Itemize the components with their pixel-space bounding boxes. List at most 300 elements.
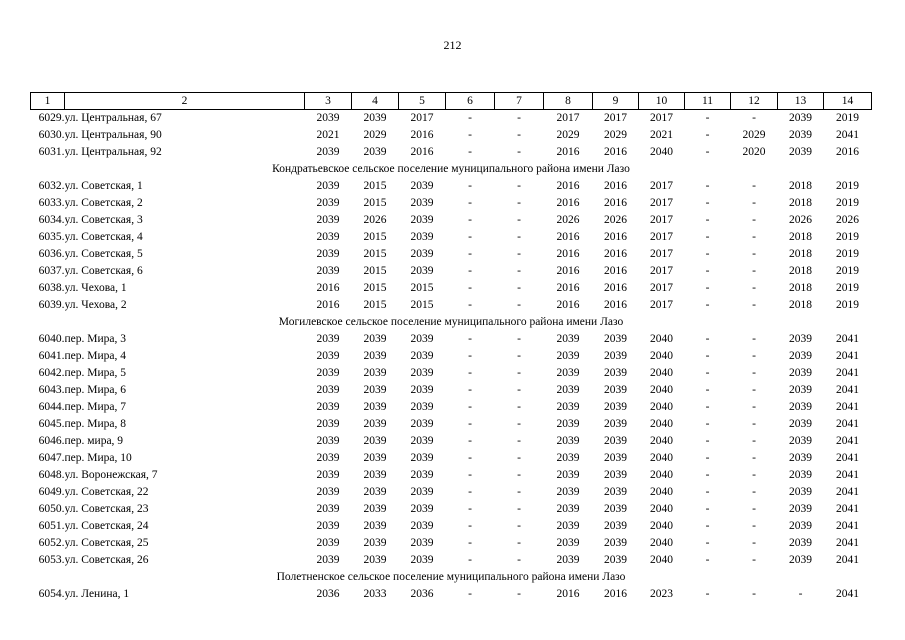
address-cell: ул. Советская, 23 (64, 503, 149, 515)
value-cell: - (705, 435, 710, 447)
table-row (31, 280, 872, 297)
value-cell: 2019 (836, 197, 859, 209)
address-cell: пер. Мира, 6 (64, 384, 126, 396)
value-cell: 2039 (410, 180, 434, 192)
value-cell: 2019 (836, 112, 859, 124)
value-cell: 2021 (650, 129, 673, 141)
value-cell: 2039 (316, 248, 340, 260)
value-cell: - (517, 435, 521, 447)
value-cell: 2039 (363, 333, 387, 345)
value-cell: - (517, 588, 521, 600)
value-cell: 2039 (789, 520, 812, 532)
value-cell: 2041 (836, 367, 859, 379)
value-cell: - (468, 231, 472, 243)
table-row (31, 501, 872, 518)
value-cell: 2039 (556, 435, 580, 447)
value-cell: - (468, 146, 472, 158)
value-cell: - (468, 333, 472, 345)
value-cell: 2039 (363, 520, 387, 532)
value-cell: - (752, 588, 756, 600)
column-header: 11 (685, 93, 731, 110)
value-cell: - (752, 435, 756, 447)
value-cell: 2039 (316, 486, 340, 498)
value-cell: - (705, 129, 710, 141)
value-cell: 2019 (836, 282, 859, 294)
value-cell: - (705, 180, 710, 192)
value-cell: 2016 (836, 146, 859, 158)
value-cell: - (705, 554, 710, 566)
value-cell: 2039 (604, 452, 627, 464)
value-cell: 2039 (410, 265, 434, 277)
address-cell: пер. Мира, 8 (64, 418, 126, 430)
address-cell: ул. Советская, 3 (64, 214, 143, 226)
value-cell: - (468, 214, 472, 226)
value-cell: 2039 (410, 401, 434, 413)
value-cell: - (705, 333, 710, 345)
value-cell: 2016 (556, 197, 580, 209)
value-cell: 2017 (650, 231, 673, 243)
value-cell: 2040 (650, 333, 673, 345)
column-header: 2 (65, 93, 305, 110)
value-cell: - (468, 248, 472, 260)
value-cell: 2041 (836, 350, 859, 362)
value-cell: 2039 (604, 401, 627, 413)
value-cell: 2033 (363, 588, 387, 600)
value-cell: - (705, 112, 710, 124)
section-title: Могилевское сельское поселение муниципального района имени Лазо (278, 316, 624, 328)
value-cell: 2039 (556, 486, 580, 498)
value-cell: 2041 (836, 435, 859, 447)
address-cell: ул. Советская, 22 (64, 486, 149, 498)
value-cell: 2039 (363, 112, 387, 124)
table-row (31, 348, 872, 365)
table-row (31, 297, 872, 314)
value-cell: 2039 (604, 520, 627, 532)
value-cell: 2017 (604, 112, 627, 124)
value-cell: - (468, 452, 472, 464)
value-cell: 2023 (650, 588, 673, 600)
value-cell: 2018 (789, 265, 812, 277)
value-cell: - (705, 452, 710, 464)
value-cell: 2019 (836, 265, 859, 277)
table-row (31, 518, 872, 535)
value-cell: 2016 (316, 282, 340, 294)
value-cell: 2039 (316, 146, 340, 158)
value-cell: 2019 (836, 180, 859, 192)
address-cell: пер. Мира, 7 (64, 401, 126, 413)
value-cell: 2016 (604, 282, 627, 294)
row-number: 6039. (38, 299, 65, 311)
value-cell: - (752, 401, 756, 413)
value-cell: 2041 (836, 520, 859, 532)
value-cell: 2039 (789, 384, 812, 396)
value-cell: 2039 (410, 231, 434, 243)
table-row (31, 467, 872, 484)
value-cell: 2041 (836, 333, 859, 345)
table-row (31, 365, 872, 382)
value-cell: - (752, 214, 756, 226)
value-cell: 2016 (604, 299, 627, 311)
row-number: 6046. (38, 435, 65, 447)
row-number: 6048. (38, 469, 65, 481)
value-cell: - (517, 520, 521, 532)
value-cell: 2039 (316, 384, 340, 396)
value-cell: - (517, 197, 521, 209)
value-cell: 2039 (410, 350, 434, 362)
value-cell: 2015 (363, 231, 387, 243)
row-number: 6043. (38, 384, 65, 396)
row-number: 6034. (38, 214, 65, 226)
value-cell: 2029 (556, 129, 580, 141)
value-cell: 2018 (789, 299, 812, 311)
table-row (31, 263, 872, 280)
value-cell: 2039 (363, 435, 387, 447)
value-cell: 2017 (650, 282, 673, 294)
value-cell: 2039 (789, 350, 812, 362)
value-cell: - (752, 265, 756, 277)
value-cell: 2039 (556, 469, 580, 481)
value-cell: 2041 (836, 401, 859, 413)
value-cell: 2039 (316, 333, 340, 345)
address-cell: ул. Центральная, 92 (64, 146, 162, 158)
value-cell: - (705, 367, 710, 379)
row-number: 6051. (38, 520, 65, 532)
column-header: 3 (305, 93, 352, 110)
value-cell: 2039 (556, 367, 580, 379)
value-cell: - (752, 537, 756, 549)
row-number: 6030. (38, 129, 65, 141)
table-row (31, 416, 872, 433)
row-number: 6029. (38, 112, 65, 124)
value-cell: - (468, 129, 472, 141)
value-cell: 2039 (316, 452, 340, 464)
value-cell: 2036 (410, 588, 434, 600)
value-cell: 2039 (316, 231, 340, 243)
section-title: Полетненское сельское поселение муниципального района имени Лазо (276, 571, 626, 583)
value-cell: 2039 (604, 384, 627, 396)
value-cell: - (517, 112, 521, 124)
address-cell: пер. Мира, 4 (64, 350, 126, 362)
value-cell: - (517, 350, 521, 362)
value-cell: 2039 (410, 435, 434, 447)
value-cell: 2015 (410, 299, 434, 311)
value-cell: 2016 (316, 299, 340, 311)
value-cell: - (517, 180, 521, 192)
value-cell: - (705, 418, 710, 430)
table-row (31, 484, 872, 501)
table-row (31, 552, 872, 569)
value-cell: 2026 (789, 214, 812, 226)
value-cell: 2039 (604, 350, 627, 362)
value-cell: 2039 (410, 520, 434, 532)
value-cell: - (468, 537, 472, 549)
value-cell: - (752, 418, 756, 430)
value-cell: 2018 (789, 197, 812, 209)
value-cell: - (517, 333, 521, 345)
value-cell: - (705, 588, 710, 600)
row-number: 6045. (38, 418, 65, 430)
value-cell: 2016 (556, 180, 580, 192)
value-cell: - (517, 384, 521, 396)
value-cell: - (468, 299, 472, 311)
value-cell: 2015 (363, 197, 387, 209)
value-cell: 2039 (410, 384, 434, 396)
address-cell: ул. Чехова, 1 (64, 282, 127, 294)
value-cell: - (468, 112, 472, 124)
value-cell: 2039 (363, 469, 387, 481)
value-cell: - (468, 350, 472, 362)
value-cell: 2039 (316, 350, 340, 362)
table-row (31, 331, 872, 348)
address-cell: ул. Советская, 26 (64, 554, 149, 566)
value-cell: - (705, 282, 710, 294)
value-cell: - (752, 486, 756, 498)
value-cell: 2039 (363, 418, 387, 430)
value-cell: 2029 (742, 129, 766, 141)
value-cell: - (468, 435, 472, 447)
value-cell: - (517, 248, 521, 260)
value-cell: 2015 (363, 299, 387, 311)
value-cell: 2039 (363, 146, 387, 158)
value-cell: - (468, 588, 472, 600)
value-cell: 2039 (789, 401, 812, 413)
value-cell: - (752, 112, 756, 124)
value-cell: - (705, 486, 710, 498)
value-cell: 2039 (556, 554, 580, 566)
value-cell: 2041 (836, 537, 859, 549)
value-cell: 2041 (836, 418, 859, 430)
value-cell: 2039 (363, 537, 387, 549)
value-cell: 2040 (650, 146, 673, 158)
address-cell: пер. Мира, 5 (64, 367, 126, 379)
value-cell: 2017 (650, 214, 673, 226)
row-number: 6036. (38, 248, 65, 260)
value-cell: 2039 (363, 350, 387, 362)
value-cell: 2039 (410, 214, 434, 226)
value-cell: 2016 (556, 299, 580, 311)
address-cell: ул. Воронежская, 7 (64, 469, 158, 481)
value-cell: 2039 (363, 401, 387, 413)
value-cell: - (752, 299, 756, 311)
address-cell: ул. Советская, 25 (64, 537, 149, 549)
value-cell: 2016 (410, 129, 434, 141)
value-cell: 2039 (363, 452, 387, 464)
value-cell: - (752, 333, 756, 345)
value-cell: 2039 (556, 350, 580, 362)
value-cell: 2017 (650, 197, 673, 209)
table-row (31, 178, 872, 195)
value-cell: 2039 (316, 554, 340, 566)
value-cell: 2021 (316, 129, 340, 141)
row-number: 6050. (38, 503, 65, 515)
value-cell: 2039 (556, 401, 580, 413)
row-number: 6054. (38, 588, 65, 600)
value-cell: - (517, 537, 521, 549)
value-cell: 2016 (556, 231, 580, 243)
table-row (31, 586, 872, 603)
value-cell: 2040 (650, 503, 673, 515)
value-cell: - (517, 231, 521, 243)
value-cell: 2039 (789, 452, 812, 464)
column-header: 10 (639, 93, 685, 110)
value-cell: 2039 (316, 469, 340, 481)
row-number: 6033. (38, 197, 65, 209)
row-number: 6053. (38, 554, 65, 566)
column-header: 1 (31, 93, 65, 110)
address-cell: ул. Центральная, 67 (64, 112, 162, 124)
value-cell: 2039 (363, 367, 387, 379)
value-cell: - (752, 520, 756, 532)
value-cell: 2039 (604, 503, 627, 515)
value-cell: 2039 (789, 537, 812, 549)
value-cell: 2039 (556, 452, 580, 464)
value-cell: - (705, 197, 710, 209)
address-cell: ул. Советская, 1 (64, 180, 143, 192)
value-cell: 2039 (316, 503, 340, 515)
value-cell: - (468, 469, 472, 481)
value-cell: - (517, 469, 521, 481)
column-header: 12 (731, 93, 778, 110)
value-cell: - (705, 401, 710, 413)
value-cell: 2019 (836, 231, 859, 243)
value-cell: - (752, 197, 756, 209)
value-cell: 2018 (789, 282, 812, 294)
value-cell: 2039 (556, 333, 580, 345)
value-cell: - (517, 282, 521, 294)
value-cell: 2039 (789, 418, 812, 430)
value-cell: 2039 (410, 554, 434, 566)
value-cell: - (468, 520, 472, 532)
table-row (31, 229, 872, 246)
value-cell: - (517, 503, 521, 515)
value-cell: - (752, 384, 756, 396)
value-cell: 2015 (363, 282, 387, 294)
value-cell: 2039 (363, 554, 387, 566)
value-cell: - (705, 248, 710, 260)
value-cell: 2039 (604, 435, 627, 447)
value-cell: 2018 (789, 248, 812, 260)
column-header: 5 (399, 93, 446, 110)
value-cell: 2039 (410, 248, 434, 260)
value-cell: 2039 (604, 333, 627, 345)
value-cell: 2039 (556, 537, 580, 549)
column-header: 8 (544, 93, 593, 110)
value-cell: 2039 (316, 367, 340, 379)
column-header: 7 (495, 93, 544, 110)
value-cell: 2026 (363, 214, 387, 226)
row-number: 6040. (38, 333, 65, 345)
value-cell: 2039 (410, 418, 434, 430)
address-cell: ул. Советская, 24 (64, 520, 149, 532)
value-cell: 2040 (650, 418, 673, 430)
value-cell: - (468, 265, 472, 277)
value-cell: 2039 (410, 537, 434, 549)
value-cell: - (752, 452, 756, 464)
value-cell: 2026 (836, 214, 859, 226)
value-cell: 2039 (789, 503, 812, 515)
address-cell: ул. Советская, 4 (64, 231, 143, 243)
value-cell: 2039 (556, 520, 580, 532)
value-cell: 2040 (650, 554, 673, 566)
address-cell: ул. Чехова, 2 (64, 299, 127, 311)
value-cell: 2040 (650, 384, 673, 396)
value-cell: 2039 (316, 265, 340, 277)
section-header-row (31, 569, 872, 586)
value-cell: 2041 (836, 384, 859, 396)
value-cell: - (705, 146, 710, 158)
value-cell: 2039 (556, 503, 580, 515)
value-cell: 2039 (363, 486, 387, 498)
value-cell: - (517, 554, 521, 566)
column-header: 4 (352, 93, 399, 110)
value-cell: - (517, 367, 521, 379)
value-cell: 2039 (410, 333, 434, 345)
value-cell: - (517, 265, 521, 277)
value-cell: - (705, 520, 710, 532)
value-cell: 2017 (650, 299, 673, 311)
value-cell: 2039 (316, 435, 340, 447)
value-cell: 2017 (650, 248, 673, 260)
value-cell: 2039 (410, 197, 434, 209)
address-cell: пер. Мира, 10 (64, 452, 132, 464)
table-row (31, 433, 872, 450)
value-cell: 2016 (556, 146, 580, 158)
value-cell: 2017 (650, 265, 673, 277)
table-row (31, 382, 872, 399)
page-number: 212 (443, 38, 462, 52)
value-cell: 2040 (650, 350, 673, 362)
value-cell: 2015 (410, 282, 434, 294)
value-cell: - (517, 418, 521, 430)
value-cell: 2039 (363, 503, 387, 515)
section-header-row (31, 314, 872, 331)
value-cell: 2016 (556, 248, 580, 260)
value-cell: 2016 (604, 146, 627, 158)
value-cell: 2039 (604, 537, 627, 549)
table-row (31, 110, 872, 128)
value-cell: - (517, 299, 521, 311)
value-cell: - (517, 214, 521, 226)
value-cell: 2015 (363, 265, 387, 277)
value-cell: - (705, 265, 710, 277)
table-header-row (31, 93, 872, 110)
value-cell: 2039 (316, 197, 340, 209)
value-cell: 2016 (604, 265, 627, 277)
value-cell: - (705, 299, 710, 311)
value-cell: - (468, 180, 472, 192)
table-row (31, 450, 872, 467)
value-cell: 2041 (836, 486, 859, 498)
value-cell: 2039 (363, 384, 387, 396)
value-cell: - (517, 401, 521, 413)
value-cell: 2039 (410, 367, 434, 379)
value-cell: 2016 (556, 282, 580, 294)
value-cell: 2016 (604, 197, 627, 209)
value-cell: 2017 (650, 180, 673, 192)
section-title: Кондратьевское сельское поселение муниципального района имени Лазо (272, 163, 630, 175)
address-cell: ул. Советская, 2 (64, 197, 143, 209)
value-cell: 2029 (363, 129, 387, 141)
row-number: 6047. (38, 452, 65, 464)
value-cell: 2039 (789, 112, 812, 124)
value-cell: 2016 (604, 231, 627, 243)
value-cell: - (468, 418, 472, 430)
address-cell: пер. мира, 9 (64, 435, 124, 447)
value-cell: 2039 (604, 469, 627, 481)
value-cell: 2039 (604, 486, 627, 498)
value-cell: 2017 (650, 112, 673, 124)
value-cell: 2019 (836, 299, 859, 311)
